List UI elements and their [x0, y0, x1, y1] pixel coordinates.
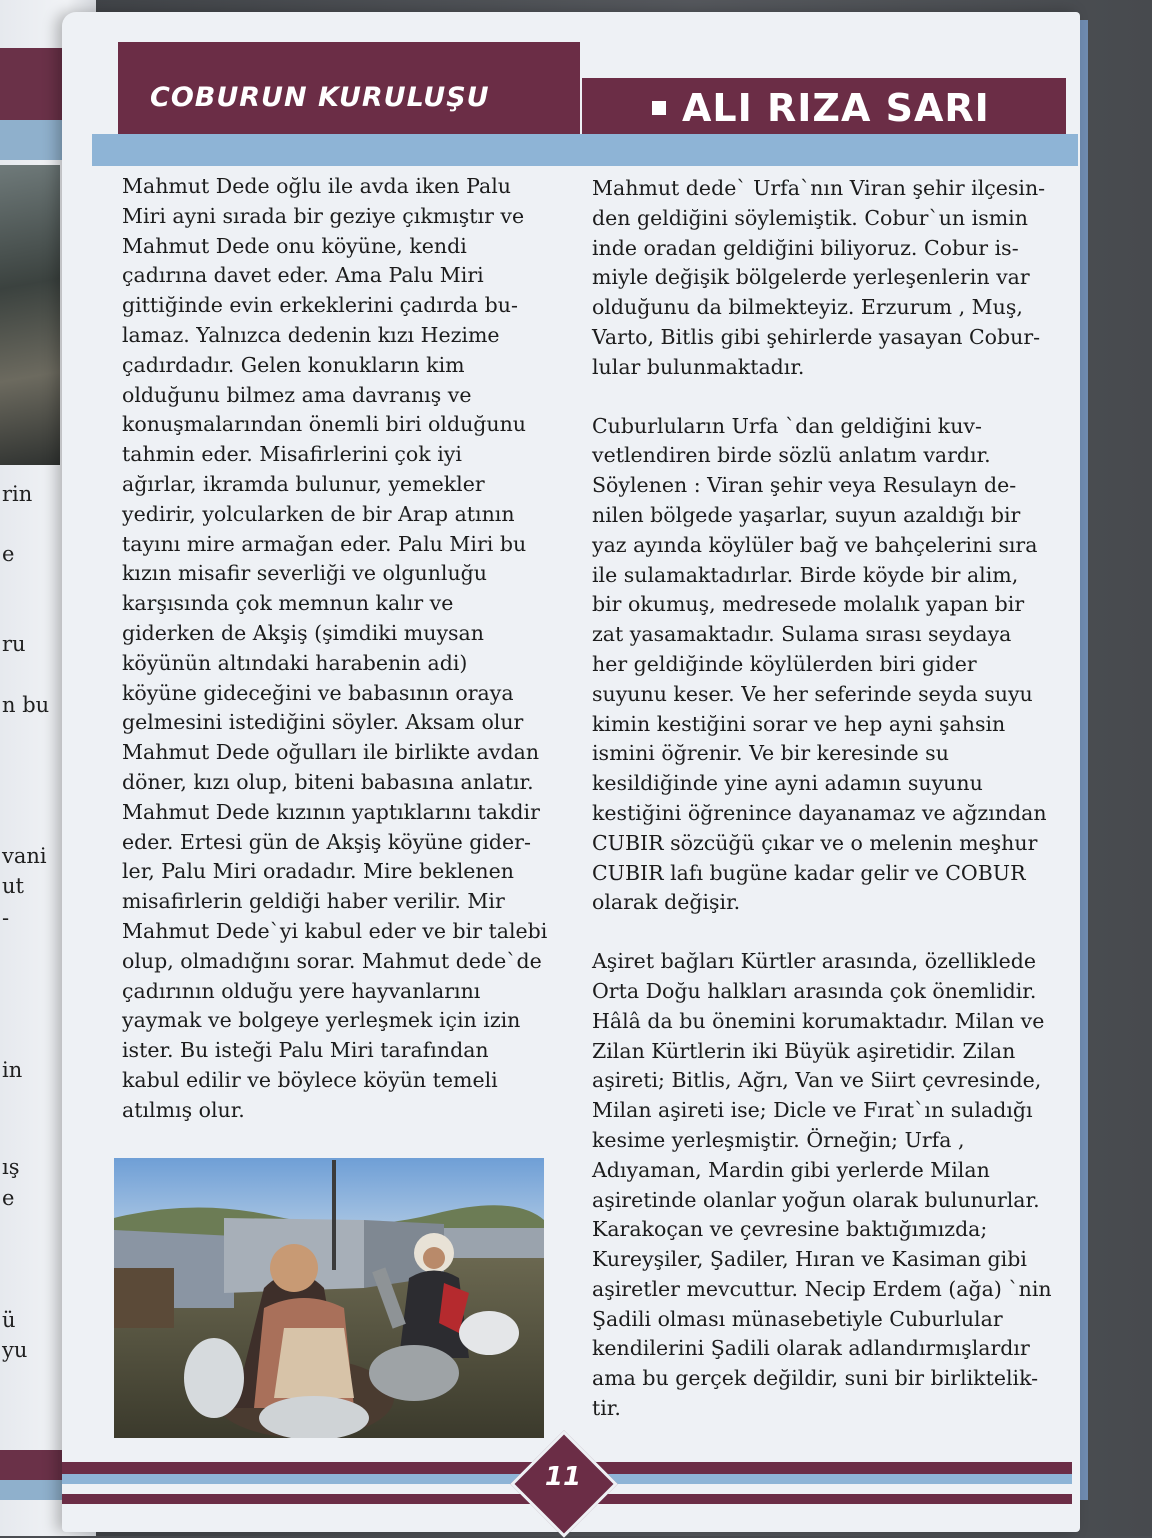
village-photo	[114, 1158, 544, 1438]
paragraph: Mahmut Dede oğlu ile avda iken Palu Miri ayni sırada bir geziye çıkmıştır ve Mahmut Dede onu köyüne, kendi çadırına davet eder. Ama Palu Miri gittiğinde evin erkeklerini çadırda bu- lamaz. Yalnızca dedenin kızı Hezime çadırdadır. Gelen konukların kim olduğunu bilmez ama davranış ve konuşmalarından önemli biri olduğunu tahmin eder. Misafirlerini çok iyi ağırlar, ikramda bulunur, yemekler yedirir, yolcularken de bir Arap atının tayını mire armağan eder. Palu Miri bu kızın misafir severliği ve olgunluğu karşısında çok memnun kalır ve giderken de Akşiş (şimdiki muysan köyünün altındaki harabenin adi) köyüne gideceğini ve babasının oraya gelmesini istediğini söyler. Aksam olur Mahmut Dede oğulları ile birlikte avdan döner, kızı olup, biteni babasına anlatır. Mahmut Dede kızının yaptıklarını takdir eder. Ertesi gün de Akşiş köyüne gider- ler, Palu Miri oradadır. Mire beklenen misafirlerin geldiği haber verilir. Mir Mahmut Dede`yi kabul eder ve bir talebi olup, olmadığını sorar. Mahmut dede`de çadırının olduğu yere hayvanlarını yaymak ve bolgeye yerleşmek için izin ister. Bu isteği Palu Miri tarafından kabul edilir ve böylece köyün temeli atılmış olur.	[122, 174, 548, 1122]
header-blue-band	[92, 134, 1078, 166]
square-bullet-icon	[652, 101, 666, 115]
left-page-fragment: -	[2, 906, 10, 930]
page-edge	[1080, 20, 1088, 1500]
page-number: 11	[544, 1462, 582, 1492]
left-page-fragment: e	[2, 1186, 15, 1210]
left-page-fragment: e	[2, 542, 15, 566]
village-photo-illustration	[114, 1158, 544, 1438]
left-page-fragment: rin	[2, 482, 33, 506]
left-page-fragment: yu	[2, 1338, 28, 1362]
left-page-fragment: ut	[2, 874, 24, 898]
left-page-fragment: n bu	[2, 693, 50, 717]
left-page-fragment: in	[2, 1058, 23, 1082]
left-page-fragment: ü	[2, 1308, 16, 1332]
article-left-column	[122, 172, 552, 1155]
section-title: COBURUN KURULUŞU	[150, 82, 490, 113]
author-name: ALI RIZA SARI	[682, 86, 990, 130]
left-page-fragment: vani	[2, 844, 47, 868]
paragraph: Mahmut dede` Urfa`nın Viran şehir ilçesin- den geldiğini söylemiştik. Cobur`un ismin inde oradan geldiğini biliyoruz. Cobur is- miyle değişik bölgelerde yerleşenlerin var olduğunu da bilmekteyiz. Erzurum , Muş, Varto, Bitlis gibi şehirlerde yasayan Cobur- lular bulunmaktadır.	[592, 176, 1046, 379]
left-page-photo	[0, 165, 60, 465]
article-right-column	[592, 174, 1062, 1453]
paragraph: Aşiret bağları Kürtler arasında, özelliklede Orta Doğu halkları arasında çok önemlidir. Hâlâ da bu önemini korumaktadır. Milan ve Zilan Kürtlerin iki Büyük aşiretidir. Zilan aşireti; Bitlis, Ağrı, Van ve Siirt çevresinde, Milan aşireti ise; Dicle ve Fırat`ın suladığı kesime yerleşmiştir. Örneğin; Urfa , Adıyaman, Mardin gibi yerlerde Milan aşiretinde olanlar yoğun olarak bulunurlar. Karakoçan ve çevresine baktığımızda; Kureyşiler, Şadiler, Hıran ve Kasiman gibi aşiretler mevcuttur. Necip Erdem (ağa) `nin Şadili olması münasebetiyle Cuburlular kendilerini Şadili olarak adlandırmışlardır ama bu gerçek değildir, suni bir birliktelik- tir.	[592, 949, 1052, 1421]
left-page-fragment: ış	[2, 1155, 20, 1179]
left-page-fragment: ru	[2, 632, 26, 656]
paragraph: Cuburluların Urfa `dan geldiğini kuv- vetlendiren birde sözlü anlatım vardır. Söylenen : Viran şehir veya Resulayn de- nilen bölgede yaşarlar, suyun azaldığı bir yaz ayında köylüler bağ ve bahçelerini sıra ile sulamaktadırlar. Birde köyde bir alim, bir okumuş, medresede molalık yapan bir zat yasamaktadır. Sulama sırası seydaya her geldiğinde köylülerden biri gider suyunu keser. Ve her seferinde seyda suyu kimin kestiğini sorar ve hep ayni şahsin ismini öğrenir. Ve bir keresinde su kesildiğinde yine ayni adamın suyunu kestiğini öğrenince dayanamaz ve ağzından CUBIR sözcüğü çıkar ve o melenin meşhur CUBIR lafı bugüne kadar gelir ve COBUR olarak değişir.	[592, 413, 1047, 915]
